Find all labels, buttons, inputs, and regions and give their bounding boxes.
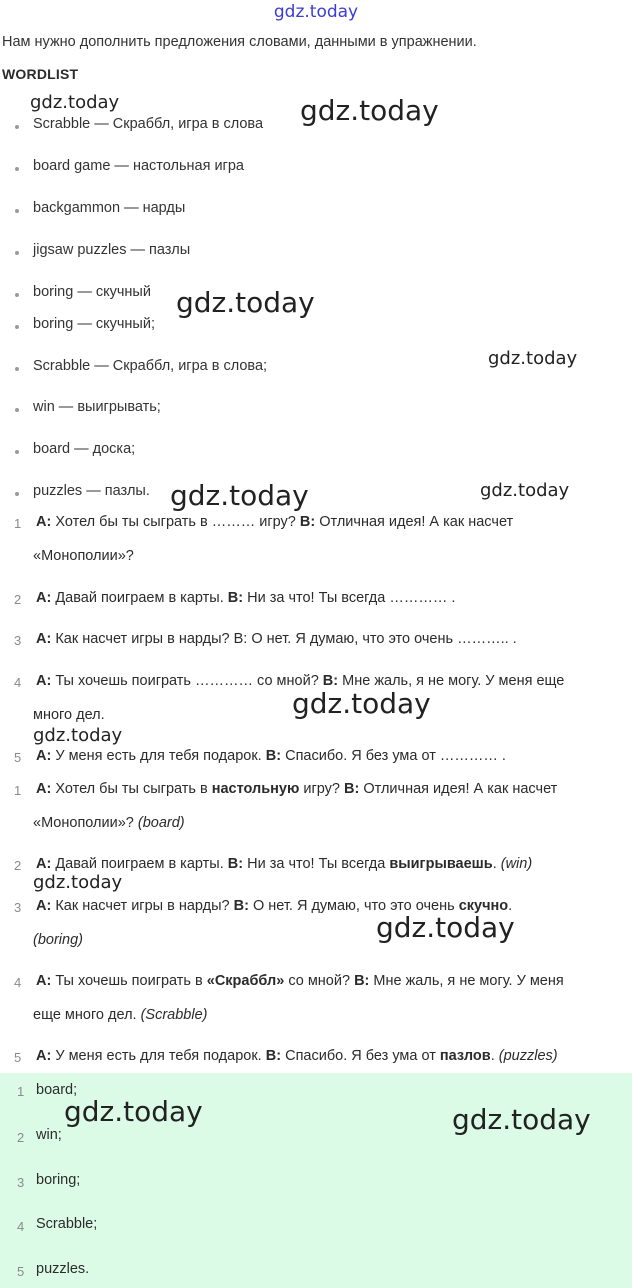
answer-text: Scrabble; [36, 1216, 98, 1232]
wordlist-item: board game — настольная игра [15, 158, 244, 174]
item-number: 2 [14, 858, 22, 873]
item-number: 5 [14, 750, 22, 765]
item-text: A: У меня есть для тебя подарок. B: Спасибо. Я без ума от ………… . [36, 748, 506, 764]
item-text: A: Ты хочешь поиграть ………… со мной? B: Мне жаль, я не могу. У меня еще [36, 673, 565, 689]
wordlist-item: win — выигрывать; [15, 399, 161, 415]
item-text: A: Хотел бы ты сыграть в ……… игру? B: Отличная идея! А как насчет [36, 514, 514, 530]
wordlist-heading: WORDLIST [2, 66, 79, 82]
item-text: A: Давай поиграем в карты. B: Ни за что! Ты всегда выигрываешь. (win) [36, 856, 533, 872]
item-number: 5 [14, 1050, 22, 1065]
item-number: 3 [14, 900, 22, 915]
watermark: gdz.today [292, 687, 431, 720]
item-number: 3 [14, 633, 22, 648]
watermark: gdz.today [176, 286, 315, 319]
wordlist-item: puzzles — пазлы. [15, 483, 150, 499]
answer-text: board; [36, 1082, 78, 1098]
item-number: 2 [14, 592, 22, 607]
item-text-continued: «Монополии»? [33, 548, 134, 564]
item-number: 2 [17, 1130, 25, 1145]
watermark: gdz.today [64, 1095, 203, 1128]
item-text: A: Хотел бы ты сыграть в настольную игру? B: Отличная идея! А как насчет [36, 781, 558, 797]
watermark: gdz.today [376, 911, 515, 944]
watermark: gdz.today [300, 94, 439, 127]
item-text-continued: много дел. [33, 707, 105, 723]
watermark: gdz.today [488, 348, 578, 369]
wordlist-item: Scrabble — Скраббл, игра в слова; [15, 358, 267, 374]
item-number: 5 [17, 1264, 25, 1279]
answer-text: boring; [36, 1172, 81, 1188]
wordlist-item: backgammon — нарды [15, 200, 185, 216]
item-text: A: Как насчет игры в нарды? B: О нет. Я думаю, что это очень скучно. [36, 898, 513, 914]
watermark: gdz.today [170, 479, 309, 512]
wordlist-item: boring — скучный [15, 284, 151, 300]
wordlist-item: boring — скучный; [15, 316, 155, 332]
wordlist-item: jigsaw puzzles — пазлы [15, 242, 190, 258]
site-header-logo[interactable]: gdz.today [273, 2, 359, 22]
watermark: gdz.today [480, 480, 570, 501]
watermark: gdz.today [452, 1103, 591, 1136]
item-number: 1 [14, 783, 22, 798]
item-number: 4 [14, 675, 22, 690]
wordlist-item: Scrabble — Скраббл, игра в слова [15, 116, 263, 132]
item-text-continued: еще много дел. (Scrabble) [33, 1007, 208, 1023]
item-text: A: Как насчет игры в нарды? B: О нет. Я думаю, что это очень ……….. . [36, 631, 517, 647]
wordlist-item: board — доска; [15, 441, 135, 457]
item-number: 1 [17, 1084, 25, 1099]
watermark: gdz.today [30, 92, 120, 113]
answer-text: win; [36, 1127, 62, 1143]
item-text: A: У меня есть для тебя подарок. B: Спасибо. Я без ума от пазлов. (puzzles) [36, 1048, 558, 1064]
watermark: gdz.today [33, 725, 123, 746]
intro-text: Нам нужно дополнить предложения словами, данными в упражнении. [2, 34, 477, 50]
item-text: A: Ты хочешь поиграть в «Скраббл» со мной? B: Мне жаль, я не могу. У меня [36, 973, 564, 989]
item-text: A: Давай поиграем в карты. B: Ни за что! Ты всегда ………… . [36, 590, 456, 606]
item-number: 4 [14, 975, 22, 990]
item-number: 4 [17, 1219, 25, 1234]
item-number: 1 [14, 516, 22, 531]
item-text-continued: (boring) [33, 932, 83, 948]
item-text-continued: «Монополии»? (board) [33, 815, 185, 831]
answer-text: puzzles. [36, 1261, 90, 1277]
item-number: 3 [17, 1175, 25, 1190]
watermark: gdz.today [33, 872, 123, 893]
